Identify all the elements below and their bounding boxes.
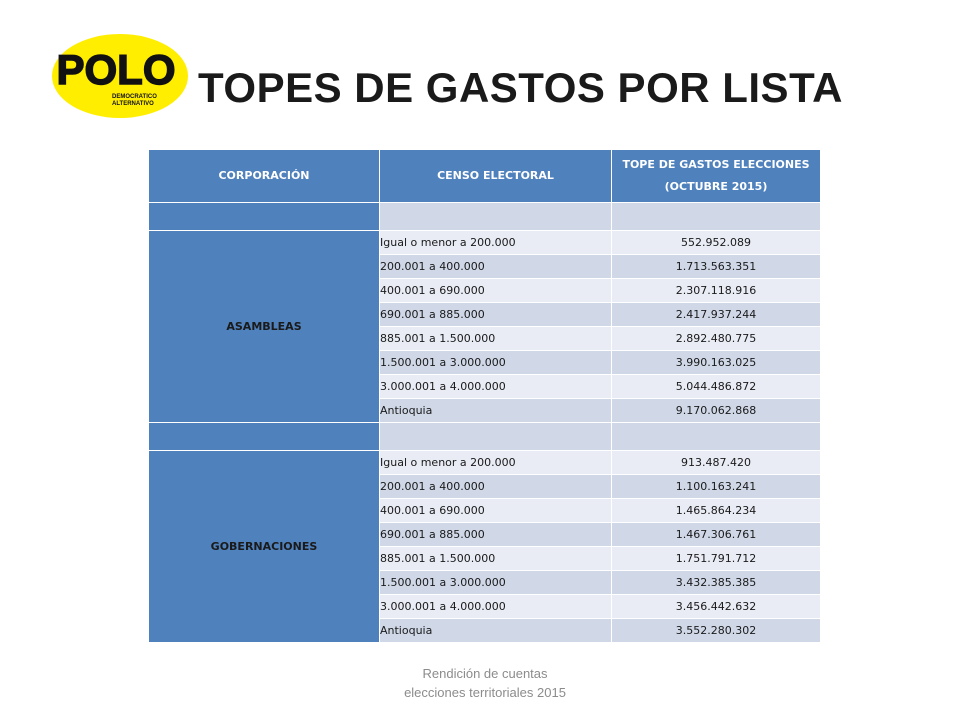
tope-cell: 3.456.442.632 [612, 595, 821, 619]
censo-cell: 1.500.001 a 3.000.000 [380, 351, 612, 375]
spacer-cell [380, 423, 612, 451]
tope-cell: 3.990.163.025 [612, 351, 821, 375]
spacer-cell [149, 423, 380, 451]
censo-cell: 200.001 a 400.000 [380, 255, 612, 279]
tope-cell: 552.952.089 [612, 231, 821, 255]
page-title: TOPES DE GASTOS POR LISTA [198, 64, 843, 111]
header-tope-gastos [612, 150, 821, 203]
censo-cell: Antioquia [380, 619, 612, 643]
header-tope-gastos-line1: TOPE DE GASTOS ELECCIONES [622, 158, 810, 171]
censo-cell: 400.001 a 690.000 [380, 279, 612, 303]
spacer-cell [612, 423, 821, 451]
censo-cell: Igual o menor a 200.000 [380, 451, 612, 475]
tope-cell: 2.892.480.775 [612, 327, 821, 351]
censo-cell: 200.001 a 400.000 [380, 475, 612, 499]
footer-line2: elecciones territoriales 2015 [404, 685, 566, 700]
slide-footer [340, 664, 630, 702]
header-tope-gastos-line2: (OCTUBRE 2015) [664, 180, 768, 193]
group-label-asambleas: ASAMBLEAS [149, 231, 380, 423]
group-label-gobernaciones: GOBERNACIONES [149, 451, 380, 643]
header-corporacion: CORPORACIÓN [149, 150, 380, 203]
table-row [149, 231, 821, 255]
tope-cell: 1.751.791.712 [612, 547, 821, 571]
logo-sub1: DEMOCRATICO [112, 94, 157, 100]
censo-cell: Antioquia [380, 399, 612, 423]
spacer-cell [380, 203, 612, 231]
censo-cell: 690.001 a 885.000 [380, 303, 612, 327]
tope-cell: 3.432.385.385 [612, 571, 821, 595]
tope-cell: 9.170.062.868 [612, 399, 821, 423]
censo-cell: 885.001 a 1.500.000 [380, 327, 612, 351]
expense-caps-table [148, 149, 821, 643]
censo-cell: 690.001 a 885.000 [380, 523, 612, 547]
censo-cell: 3.000.001 a 4.000.000 [380, 375, 612, 399]
censo-cell: 400.001 a 690.000 [380, 499, 612, 523]
table-header-row [149, 150, 821, 203]
polo-logo [52, 34, 192, 118]
tope-cell: 1.467.306.761 [612, 523, 821, 547]
tope-cell: 913.487.420 [612, 451, 821, 475]
tope-cell: 1.100.163.241 [612, 475, 821, 499]
tope-cell: 3.552.280.302 [612, 619, 821, 643]
tope-cell: 1.713.563.351 [612, 255, 821, 279]
tope-cell: 5.044.486.872 [612, 375, 821, 399]
spacer-row [149, 203, 821, 231]
spacer-cell [612, 203, 821, 231]
logo-wordmark: POLO [56, 46, 176, 93]
tope-cell: 1.465.864.234 [612, 499, 821, 523]
censo-cell: 3.000.001 a 4.000.000 [380, 595, 612, 619]
tope-cell: 2.307.118.916 [612, 279, 821, 303]
tope-cell: 2.417.937.244 [612, 303, 821, 327]
spacer-cell [149, 203, 380, 231]
header-censo-electoral: CENSO ELECTORAL [380, 150, 612, 203]
footer-line1: Rendición de cuentas [422, 666, 548, 681]
censo-cell: 885.001 a 1.500.000 [380, 547, 612, 571]
censo-cell: 1.500.001 a 3.000.000 [380, 571, 612, 595]
logo-sub2: ALTERNATIVO [112, 101, 154, 107]
censo-cell: Igual o menor a 200.000 [380, 231, 612, 255]
table-row [149, 451, 821, 475]
spacer-row [149, 423, 821, 451]
